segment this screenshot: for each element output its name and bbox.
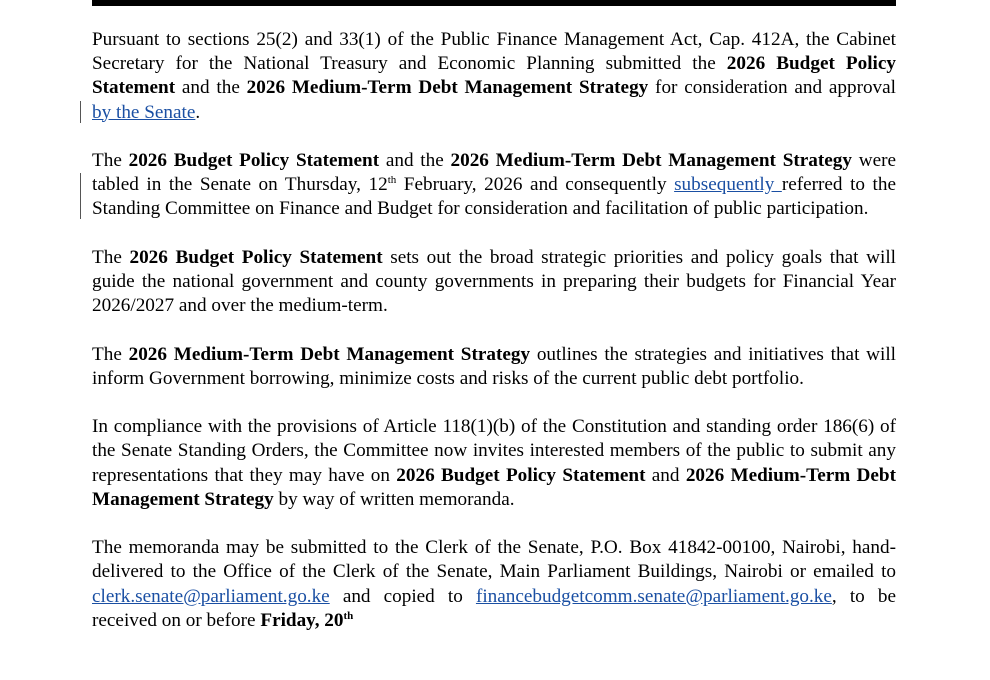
inserted-text-subsequently[interactable]: subsequently [674, 174, 782, 196]
revision-change-bar [80, 101, 81, 123]
top-heading-banner [92, 0, 896, 6]
revision-change-bar [80, 173, 81, 219]
inserted-text-by-the-senate[interactable]: by the Senate [92, 101, 196, 123]
paragraph-public-invitation: In compliance with the provisions of Article 118(1)(b) of the Constitution and standing order 186(6) of the Senate Standing Orders, the Committee now invites interested members of the public to submit any representations that they may have on 2026 Budget Policy Statement and 2026 Medium-Term Debt Management Strategy by way of written memoranda. [92, 416, 896, 510]
document-body [92, 28, 896, 657]
bold-debt-strategy: 2026 Medium-Term Debt Management Strategy [128, 343, 531, 365]
paragraph-submission-details: The memoranda may be submitted to the Clerk of the Senate, P.O. Box 41842-00100, Nairobi, hand-delivered to the Office of the Clerk of the Senate, Main Parliament Buildings, Nairobi or emailed to clerk.senate@parliament.go.ke and copied to financebudgetcomm.senate@parliament.go.ke, to be received on or before Friday, 20th [92, 537, 896, 631]
bold-budget-policy-statement: 2026 Budget Policy Statement [128, 150, 380, 171]
bold-deadline-date: Friday, 20th [260, 609, 354, 631]
bold-debt-strategy: 2026 Medium-Term Debt Management Strategy [246, 77, 649, 99]
paragraph-mtds-purpose: The 2026 Medium-Term Debt Management Strategy outlines the strategies and initiatives that will inform Government borrowing, minimize costs and risks of the current public debt portfolio. [92, 343, 897, 389]
paragraph-tabling: The 2026 Budget Policy Statement and the 2026 Medium-Term Debt Management Strategy were tabled in the Senate on Thursday, 12th February, 2026 and consequently subsequently referred to the Standing Committee on Finance and Budget for consideration and facilitation of public participation. [92, 150, 896, 220]
bold-budget-policy-statement: 2026 Budget Policy Statement [129, 246, 383, 268]
paragraph-bps-purpose: The 2026 Budget Policy Statement sets out the broad strategic priorities and policy goals that will guide the national government and county governments in preparing their budgets for Financial Year 2026/2027 and over the medium-term. [92, 246, 896, 317]
bold-debt-strategy: 2026 Medium-Term Debt Management Strategy [450, 150, 852, 171]
clerk-email-link[interactable]: clerk.senate@parliament.go.ke [92, 585, 330, 607]
finance-committee-email-link[interactable]: financebudgetcomm.senate@parliament.go.ke [475, 585, 832, 607]
paragraph-submission: Pursuant to sections 25(2) and 33(1) of the Public Finance Management Act, Cap. 412A, the Cabinet Secretary for the National Treasury and Economic Planning submitted the 2026 Budget Policy Statement and the 2026 Medium-Term Debt Management Strategy for consideration and approval by the Senate. [92, 29, 897, 123]
bold-budget-policy-statement: 2026 Budget Policy Statement [92, 53, 896, 99]
ordinal-suffix: th [387, 174, 397, 187]
ordinal-suffix: th [343, 609, 354, 622]
bold-budget-policy-statement: 2026 Budget Policy Statement [396, 464, 646, 486]
bold-debt-strategy: 2026 Medium-Term Debt Management Strategy [92, 464, 896, 510]
